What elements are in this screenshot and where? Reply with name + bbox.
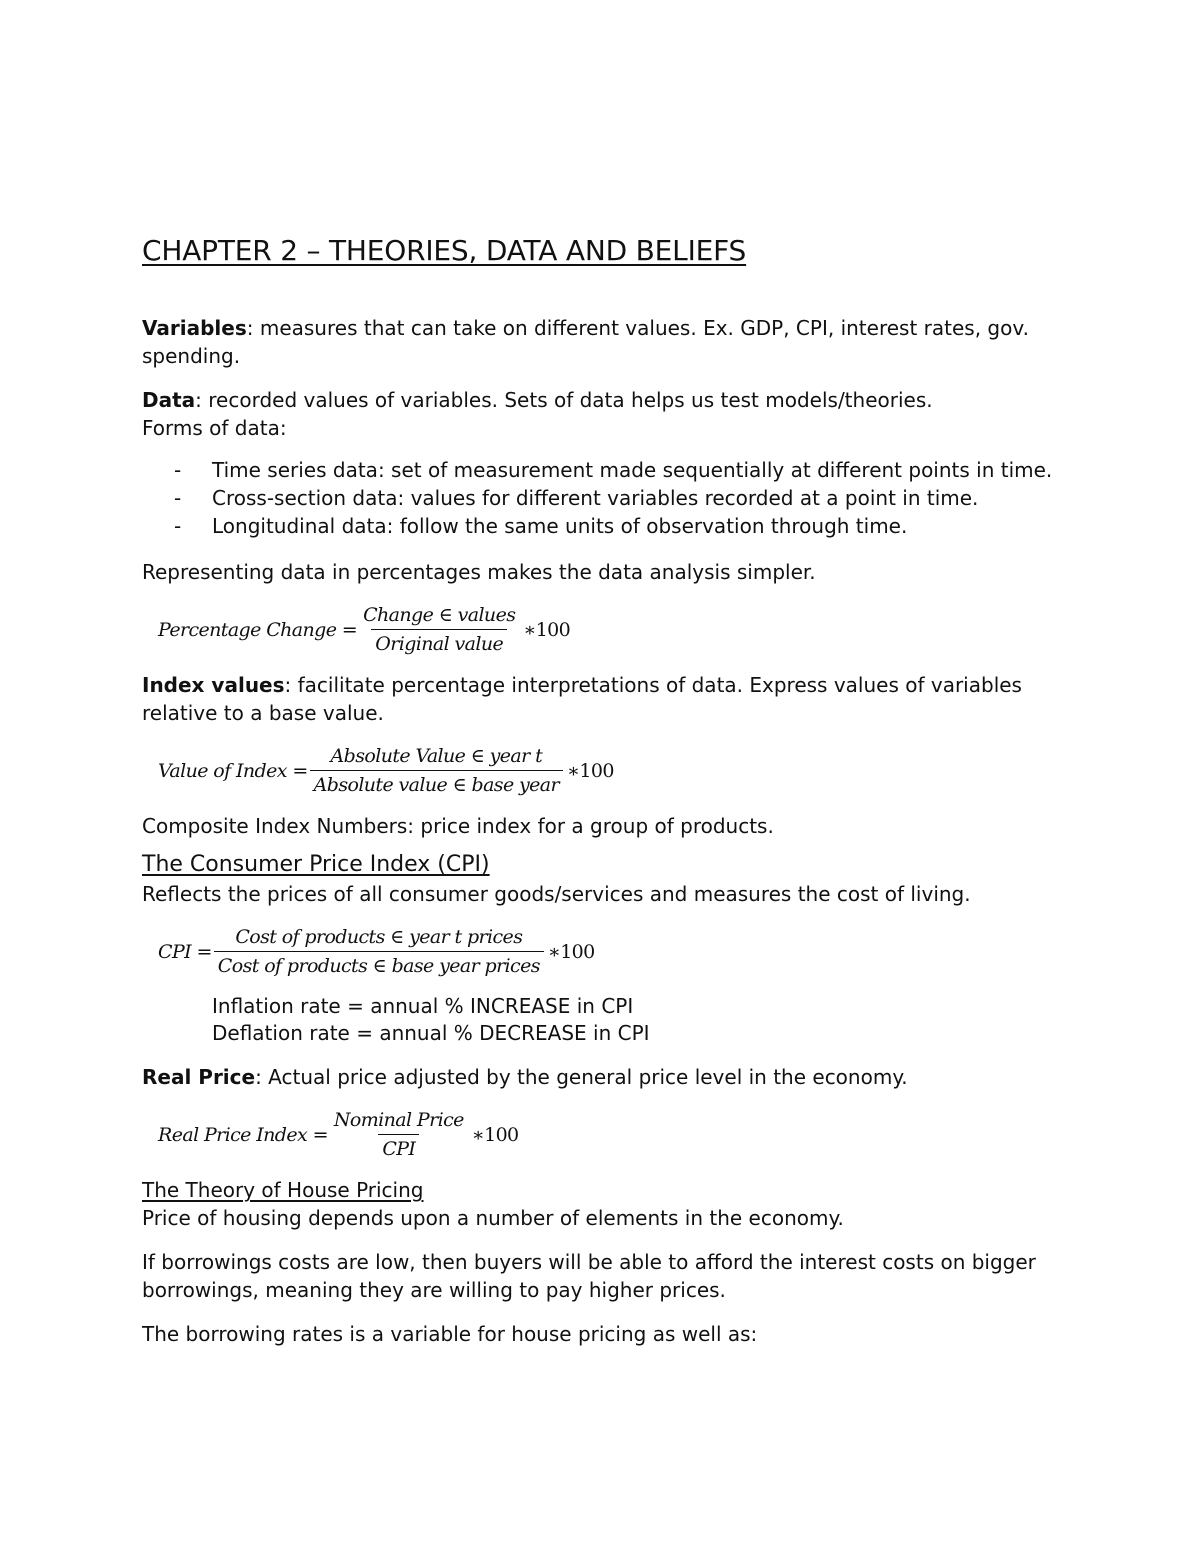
formula-fraction <box>214 924 544 979</box>
formula-lhs: Real Price Index = <box>158 1123 328 1146</box>
data-term: Data <box>142 388 196 412</box>
list-item: - Time series data: set of measurement made sequentially at different points in time. <box>212 456 1072 484</box>
percentages-note: Representing data in percentages makes the data analysis simpler. <box>142 560 816 584</box>
formula-numerator: Cost of products ∈ year t prices <box>235 926 523 948</box>
house-pricing-line: Price of housing depends upon a number of elements in the economy. <box>142 1206 844 1230</box>
formula-fraction <box>310 743 563 798</box>
formula-numerator: Nominal Price <box>333 1109 464 1131</box>
variables-term: Variables <box>142 316 247 340</box>
index-values-definition: : facilitate percentage interpretations of data. Express values of variables relative to a base value. <box>142 673 1022 725</box>
value-of-index-formula <box>158 743 1072 798</box>
real-price-paragraph <box>142 1063 1072 1091</box>
formula-numerator: Change ∈ values <box>363 604 516 626</box>
house-pricing-variables-paragraph: The borrowing rates is a variable for house pricing as well as: <box>142 1322 758 1346</box>
formula-lhs: CPI = <box>158 940 212 963</box>
formula-numerator: Absolute Value ∈ year t <box>330 745 543 767</box>
real-price-index-formula <box>158 1107 1072 1162</box>
index-values-paragraph <box>142 671 1072 727</box>
list-item: - Cross-section data: values for different variables recorded at a point in time. <box>212 484 1072 512</box>
variables-paragraph <box>142 314 1072 370</box>
chapter-title: CHAPTER 2 – THEORIES, DATA AND BELIEFS <box>142 234 747 267</box>
real-price-term: Real Price <box>142 1065 256 1089</box>
formula-fraction <box>359 602 519 657</box>
formula-denominator: Absolute value ∈ base year <box>310 770 563 798</box>
formula-multiplier: ∗100 <box>471 1123 519 1146</box>
forms-of-data-list <box>142 456 1072 540</box>
inflation-rate: Inflation rate = annual % INCREASE in CPI <box>212 994 634 1018</box>
variables-definition: : measures that can take on different values. Ex. GDP, CPI, interest rates, gov. spending. <box>142 316 1029 368</box>
house-pricing-heading: The Theory of House Pricing <box>142 1178 424 1202</box>
formula-lhs: Percentage Change = <box>158 618 358 641</box>
list-item: - Longitudinal data: follow the same units of observation through time. <box>212 512 1072 540</box>
real-price-definition: : Actual price adjusted by the general price level in the economy. <box>255 1065 908 1089</box>
cpi-formula <box>158 924 1072 979</box>
forms-of-data-label: Forms of data: <box>142 416 287 440</box>
house-pricing-borrowing-paragraph: If borrowings costs are low, then buyers will be able to afford the interest costs on bigger borrowings, meaning they are willing to pay higher prices. <box>142 1250 1036 1302</box>
inflation-deflation-rates <box>142 993 1072 1047</box>
formula-fraction <box>330 1107 468 1162</box>
data-paragraph <box>142 386 1072 442</box>
cpi-description: Reflects the prices of all consumer goods/services and measures the cost of living. <box>142 882 971 906</box>
percentage-change-formula <box>158 602 1072 657</box>
deflation-rate: Deflation rate = annual % DECREASE in CPI <box>212 1021 650 1045</box>
formula-denominator: CPI <box>378 1134 419 1162</box>
data-definition: : recorded values of variables. Sets of data helps us test models/theories. <box>195 388 933 412</box>
formula-multiplier: ∗100 <box>567 759 614 782</box>
index-values-term: Index values <box>142 673 285 697</box>
formula-denominator: Cost of products ∈ base year prices <box>214 951 544 979</box>
formula-multiplier: ∗100 <box>523 618 571 641</box>
formula-multiplier: ∗100 <box>547 940 595 963</box>
document-page <box>142 232 1072 1364</box>
cpi-heading: The Consumer Price Index (CPI) <box>142 852 490 877</box>
composite-index-note: Composite Index Numbers: price index for a group of products. <box>142 814 774 838</box>
formula-denominator: Original value <box>371 629 507 657</box>
formula-lhs: Value of Index = <box>158 759 308 782</box>
